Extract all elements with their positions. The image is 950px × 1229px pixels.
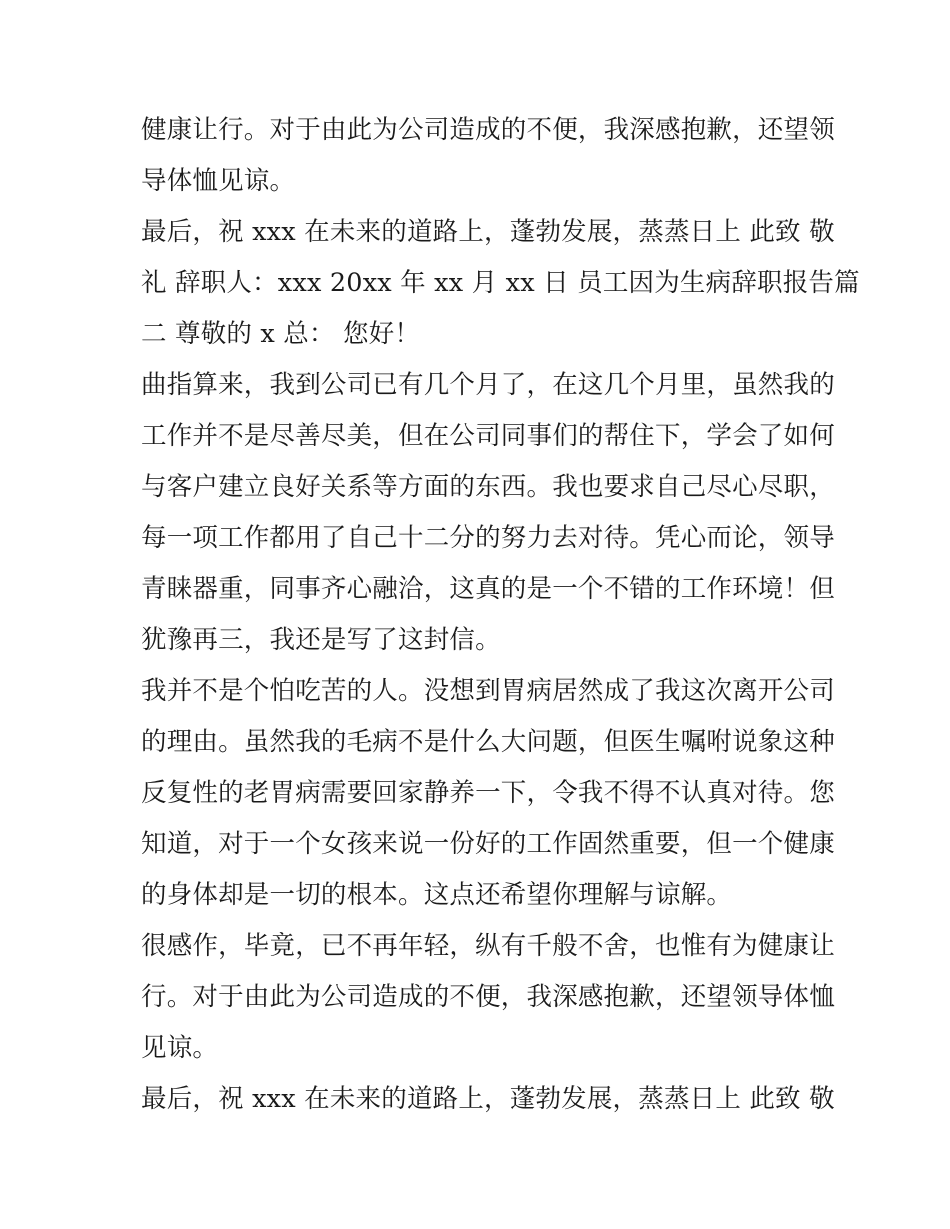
text-line: 与客户建立良好关系等方面的东西。我也要求自己尽心尽职， bbox=[141, 472, 835, 502]
text-line: 的身体却是一切的根本。这点还希望你理解与谅解。 bbox=[141, 880, 733, 910]
text-line: 反复性的老胃病需要回家静养一下，令我不得不认真对待。您 bbox=[141, 778, 835, 808]
text-line: 很感作，毕竟，已不再年轻，纵有千般不舍，也惟有为健康让 bbox=[141, 931, 835, 961]
text-line: 曲指算来，我到公司已有几个月了，在这几个月里，虽然我的 bbox=[141, 370, 835, 400]
text-line: 二 尊敬的 x 总： 您好！ bbox=[141, 319, 421, 349]
letter-body bbox=[141, 105, 860, 1125]
text-line: 行。对于由此为公司造成的不便，我深感抱歉，还望领导体恤 bbox=[141, 982, 835, 1012]
text-line: 犹豫再三，我还是写了这封信。 bbox=[141, 625, 501, 655]
text-line: 最后，祝 xxx 在未来的道路上，蓬勃发展，蒸蒸日上 此致 敬 bbox=[141, 1084, 835, 1114]
text-line: 知道，对于一个女孩来说一份好的工作固然重要，但一个健康 bbox=[141, 829, 835, 859]
text-line: 工作并不是尽善尽美，但在公司同事们的帮住下，学会了如何 bbox=[141, 421, 835, 451]
text-line: 礼 辞职人：xxx 20xx 年 xx 月 xx 日 员工因为生病辞职报告篇 bbox=[141, 268, 860, 298]
text-line: 健康让行。对于由此为公司造成的不便，我深感抱歉，还望领 bbox=[141, 115, 835, 145]
text-line: 的理由。虽然我的毛病不是什么大问题，但医生嘱咐说象这种 bbox=[141, 727, 835, 757]
text-line: 我并不是个怕吃苦的人。没想到胃病居然成了我这次离开公司 bbox=[141, 676, 835, 706]
text-line: 每一项工作都用了自己十二分的努力去对待。凭心而论，领导 bbox=[141, 523, 835, 553]
text-line: 青睐器重，同事齐心融洽，这真的是一个不错的工作环境！但 bbox=[141, 574, 835, 604]
text-line: 见谅。 bbox=[141, 1033, 219, 1063]
text-line: 导体恤见谅。 bbox=[141, 166, 296, 196]
text-line: 最后，祝 xxx 在未来的道路上，蓬勃发展，蒸蒸日上 此致 敬 bbox=[141, 217, 835, 247]
